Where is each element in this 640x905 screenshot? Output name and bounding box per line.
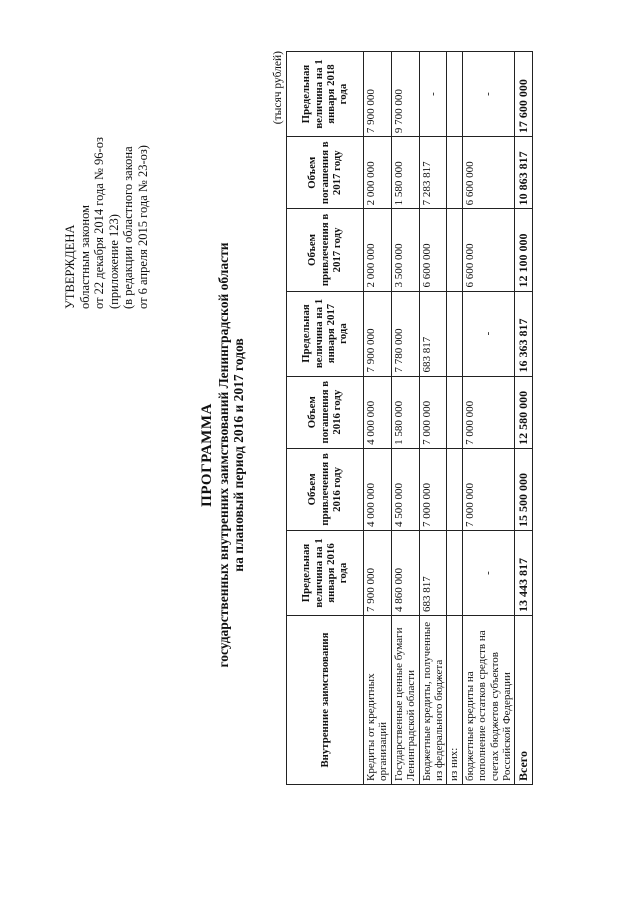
table-cell: 7 780 000: [391, 291, 419, 376]
total-cell: 13 443 817: [515, 530, 532, 615]
table-row: [447, 52, 462, 785]
table-cell: [447, 52, 462, 137]
table-row: [462, 52, 515, 785]
table-cell: 7 900 000: [364, 52, 392, 137]
table-cell: -: [462, 52, 515, 137]
column-header: Объем погашения в 2016 году: [287, 376, 364, 448]
table-cell: [447, 291, 462, 376]
table-cell: 7 900 000: [364, 530, 392, 615]
document-title: [200, 45, 246, 865]
approval-line: областным законом: [77, 204, 92, 309]
table-cell: -: [419, 52, 447, 137]
borrowings-table: [286, 51, 533, 785]
column-header: Внутренние заимствования: [287, 616, 364, 785]
approval-line: УТВЕРЖДЕНА: [63, 224, 77, 309]
column-header: Объем погашения в 2017 году: [287, 137, 364, 209]
title-line: ПРОГРАММА: [199, 403, 215, 507]
table-cell: [447, 376, 462, 448]
total-label: Всего: [515, 616, 532, 785]
column-header: Объем привлечения в 2017 году: [287, 209, 364, 291]
table-cell: 4 000 000: [364, 376, 392, 448]
table-cell: 3 500 000: [391, 209, 419, 291]
total-cell: 17 600 000: [515, 52, 532, 137]
table-cell: [447, 448, 462, 530]
table-cell: 9 700 000: [391, 52, 419, 137]
table-header-row: [287, 52, 364, 785]
total-cell: 12 580 000: [515, 376, 532, 448]
title-line: государственных внутренних заимствований Ленинградской области: [216, 242, 231, 668]
table-row: [419, 52, 447, 785]
table-cell: -: [462, 291, 515, 376]
approval-line: от 22 декабря 2014 года № 96-оз: [92, 137, 106, 309]
table-cell: 7 000 000: [419, 448, 447, 530]
table-row: [364, 52, 392, 785]
table-cell: 1 580 000: [391, 376, 419, 448]
table-cell: 683 817: [419, 530, 447, 615]
column-header: Предельная величина на 1 января 2017 года: [287, 291, 364, 376]
table-cell: 7 000 000: [462, 448, 515, 530]
table-cell: 683 817: [419, 291, 447, 376]
table-row: [391, 52, 419, 785]
table-cell: 6 600 000: [462, 209, 515, 291]
table-cell: 7 000 000: [419, 376, 447, 448]
table-cell: 6 600 000: [462, 137, 515, 209]
total-cell: 16 363 817: [515, 291, 532, 376]
table-cell: [447, 137, 462, 209]
table-total-row: [515, 52, 532, 785]
table-cell: 2 000 000: [364, 137, 392, 209]
table-cell: 2 000 000: [364, 209, 392, 291]
total-cell: 12 100 000: [515, 209, 532, 291]
column-header: Предельная величина на 1 января 2016 года: [287, 530, 364, 615]
approval-stamp: [63, 19, 150, 309]
table-cell: -: [462, 530, 515, 615]
column-header: Предельная величина на 1 января 2018 года: [287, 52, 364, 137]
row-label: Государственные ценные бумаги Ленинградской области: [391, 616, 419, 785]
table-cell: 4 500 000: [391, 448, 419, 530]
total-cell: 15 500 000: [515, 448, 532, 530]
approval-line: (приложение 123): [106, 214, 121, 309]
table-cell: 4 000 000: [364, 448, 392, 530]
column-header: Объем привлечения в 2016 году: [287, 448, 364, 530]
table-cell: 6 600 000: [419, 209, 447, 291]
table-cell: 7 900 000: [364, 291, 392, 376]
approval-line: (в редакции областного закона: [121, 146, 135, 309]
table-cell: [447, 530, 462, 615]
table-cell: 7 000 000: [462, 376, 515, 448]
approval-line: от 6 апреля 2015 года № 23-оз): [135, 145, 150, 309]
total-cell: 10 863 817: [515, 137, 532, 209]
table-cell: 1 580 000: [391, 137, 419, 209]
row-label: из них:: [447, 616, 462, 785]
table-cell: 4 860 000: [391, 530, 419, 615]
title-line: на плановый период 2016 и 2017 годов: [231, 338, 246, 572]
row-label: Кредиты от кредитных организаций: [364, 616, 392, 785]
table-cell: 7 283 817: [419, 137, 447, 209]
units-note: (тысяч рублей): [272, 51, 284, 125]
table-cell: [447, 209, 462, 291]
row-label: бюджетные кредиты на пополнение остатков средств на счетах бюджетов субъектов Российской Федерации: [462, 616, 515, 785]
row-label: Бюджетные кредиты, полученные из федерального бюджета: [419, 616, 447, 785]
